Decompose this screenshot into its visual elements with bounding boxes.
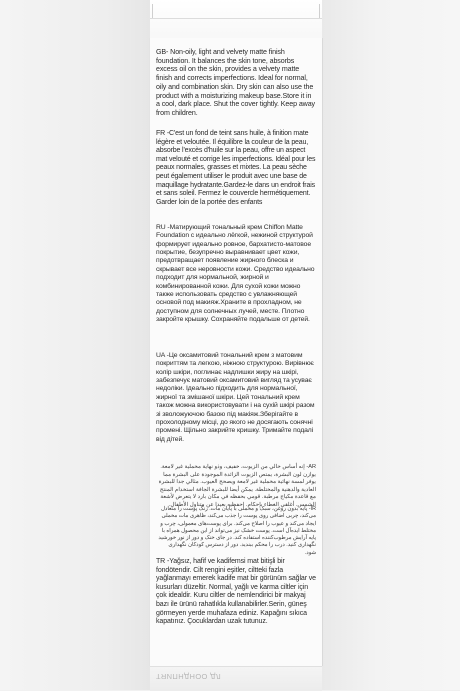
background-right [322, 0, 460, 690]
box-bottom-flap [150, 666, 322, 691]
text-ar-secondary: IR- پایه بدون روغن، سبک و مخملی با پایان مات. رنگ پوست را متعادل می‌کند، چربی اضافی روی پوست را جذب می‌کند، ظاهری مات مخملی ایجاد می‌کند و عیوب را اصلاح می‌کند. برای پوست‌های معمولی، چرب و مختلط ایده‌آل است. پوست خشک نیز می‌تواند از این محصول همراه با پایه آرایش مرطوب‌کننده استفاده کند. در جای خنک و دور از نور خورشید نگهداری کنید. درب را محکم ببندید. دور از دسترس کودکان نگهداری شود. [158, 506, 316, 556]
box-fold-line-right [319, 4, 320, 18]
text-fr: FR -C'est un fond de teint sans huile, à finition mate légère et veloutée. Il équilibre la couleur de la peau, absorbe l'excès d'huile sur la peau, offre un aspect mat velouté et corrige les imperfections. Idéal pour les peaux normales, grasses et mixtes. La peau sèche peut également utiliser le produit avec une base de maquillage hydratante.Gardez-le dans un endroit frais et sans soleil. Fermez le couvercle hermétiquement. Garder loin de la portée des enfants [156, 130, 316, 206]
text-ua: UA -Це оксамитовий тональний крем з матовим покриттям та легкою, ніжною структурою. Вирівнює колір шкіри, поглинає надлишки жиру на шкірі, забезпечує матовий оксамитовий вигляд та усуває недоліки. Ідеально підходить для нормальної, жирної та змішаної шкіри. Цей тональний крем також можна використовувати і на сухій шкірі разом зі зволожуючою базою під макіяж.Зберігайте в прохолодному місці, до якого не досягають сонячні промені. Щільно закрийте кришку. Тримайте подалі від дітей. [156, 352, 315, 443]
box-top-flap [150, 0, 322, 40]
mirrored-text: ТЯИПНДНОО ДЛ [156, 672, 222, 681]
text-ru: RU -Матирующий тональный крем Chiffon Matte Foundation с идеально лёгкой, нежиной структурой формирует идеально ровное, бархатисто-матовое покрытие, безупречно выравнивает цвет кожи, предотвращает появление жирного блеска и скрывает все неровности кожи. Средство идеально подходит для нормальной, жирной и комбинированной кожи. Для сухой кожи можно также использовать средство с увлажняющей основой под макияж.Храните в прохладном, не доступном для солнечных лучей, месте. Плотно закройте крышку. Сохраняйте подальше от детей. [156, 224, 315, 323]
text-gb: GB- Non-oily, light and velvety matte finish foundation. It balances the skin tone, absorbs excess oil on the skin, provides a velvety matte finish and corrects imperfections. Ideal for normal, oily and combination skin. Dry skin can also use the product with a moisturizing makeup base.Store it in a cool, dark place. Shut the cover tightly. Keep away from children. [156, 48, 315, 118]
text-ar: AR- إنه أساس خالي من الزيوت، خفيف، وذو نهاية مخملية غير لامعة. يوازن لون البشرة، يمتص الزيوت الزائدة الموجودة على البشرة مما يوفر لمسة نهائية مخملية غير لامعة ويصحح العيوب. مثالي جدا للبشرة العادية والدهنية والمختلطة. يمكن أيضا للبشرة الجافة استخدام المنتج مع قاعدة مكياج مرطبة. قومي بحفظه في مكان بارد لا يتعرض لأشعة الشمس. أغلقي الغطاء بإحكام. احفظيه بعيدا عن متناول الأطفال. [158, 464, 316, 508]
box-back-panel [150, 38, 322, 666]
background-left [0, 0, 150, 690]
box-tab [150, 4, 322, 19]
text-tr: TR -Yağsız, hafif ve kadifemsi mat bitişli bir fondötendir. Cilt rengini eşitler, ciltteki fazla yağlanmayı emerek kadife mat bir görünüm sağlar ve kusurları düzeltir. Normal, yağlı ve karma ciltler için çok idealdir. Kuru ciltler de nemlendirici bir makyaj bazı ile ürünü rahatlıkla kullanabilirler.Serin, güneş görmeyen yerde muhafaza ediniz. Kapağını sıkıca kapatınız. Çocuklardan uzak tutunuz. [156, 558, 316, 626]
box-fold-line-left [152, 4, 153, 18]
